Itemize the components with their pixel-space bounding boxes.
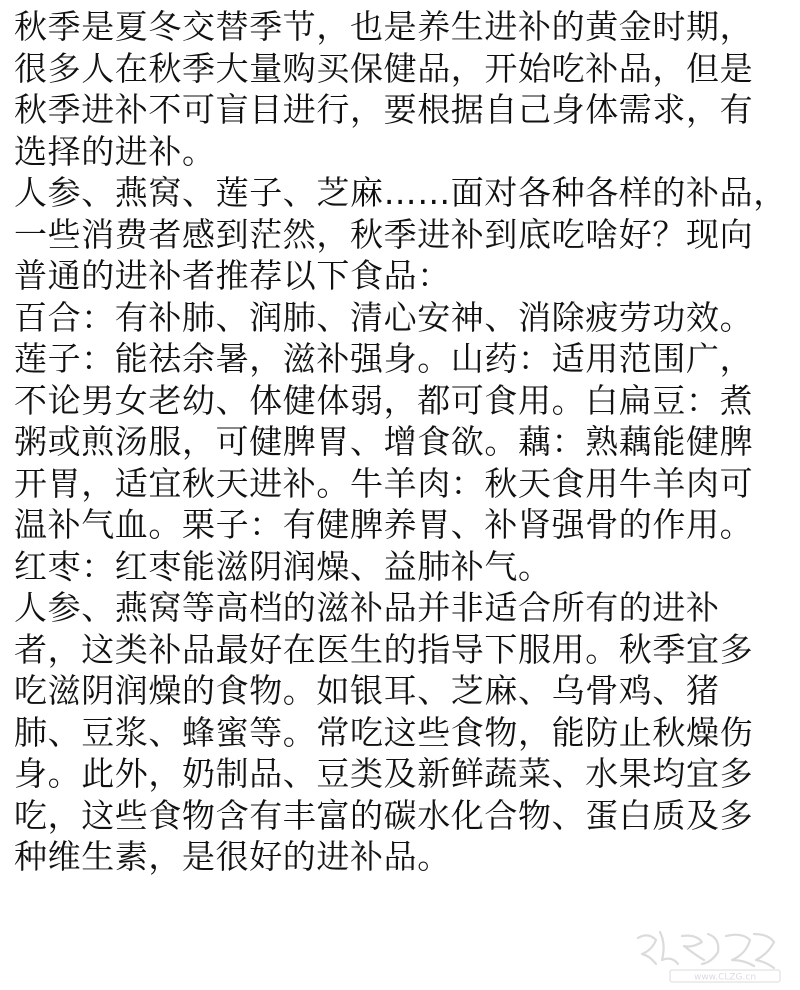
text-line: 吃，这些食物含有丰富的碳水化合物、蛋白质及多	[14, 795, 754, 835]
text-line: 不论男女老幼、体健体弱，都可食用。白扁豆：煮	[14, 380, 754, 420]
text-line: 者，这类补品最好在医生的指导下服用。秋季宜多	[14, 629, 754, 669]
text-line: 很多人在秋季大量购买保健品，开始吃补品，但是	[14, 48, 754, 88]
text-line: 一些消费者感到茫然，秋季进补到底吃啥好？现向	[14, 214, 754, 254]
text-line: 莲子：能祛余暑，滋补强身。山药：适用范围广，	[14, 339, 754, 378]
text-line: 肺、豆浆、蜂蜜等。常吃这些食物，能防止秋燥伤	[14, 712, 754, 752]
text-line: 红枣：红枣能滋阴润燥、益肺补气。	[14, 546, 552, 586]
text-line: 人参、燕窝等高档的滋补品并非适合所有的进补	[14, 588, 720, 627]
text-line: 选择的进补。	[14, 131, 216, 171]
text-line: 秋季是夏冬交替季节，也是养生进补的黄金时期，	[14, 7, 754, 46]
text-line: 温补气血。栗子：有健脾养胃、补肾强骨的作用。	[14, 505, 754, 544]
text-line: 人参、燕窝、莲子、芝麻……面对各种各样的补品，	[14, 173, 787, 212]
text-line: 身。此外，奶制品、豆类及新鲜蔬菜、水果均宜多	[14, 754, 754, 793]
text-line: 吃滋阴润燥的食物。如银耳、芝麻、乌骨鸡、猪	[14, 671, 720, 710]
article-body	[14, 6, 794, 878]
text-line: 百合：有补肺、润肺、清心安神、消除疲劳功效。	[14, 297, 754, 337]
text-line: 普通的进补者推荐以下食品：	[14, 256, 451, 295]
text-line: 粥或煎汤服，可健脾胃、增食欲。藕：熟藕能健脾	[14, 422, 754, 461]
text-line: 开胃，适宜秋天进补。牛羊肉：秋天食用牛羊肉可	[14, 463, 754, 503]
text-line: 秋季进补不可盲目进行，要根据自己身体需求，有	[14, 90, 754, 129]
watermark-url: www.CLZG.cn	[693, 972, 757, 983]
text-line: 种维生素，是很好的进补品。	[14, 837, 451, 876]
watermark-logo-icon	[630, 924, 790, 984]
site-watermark	[630, 924, 790, 984]
